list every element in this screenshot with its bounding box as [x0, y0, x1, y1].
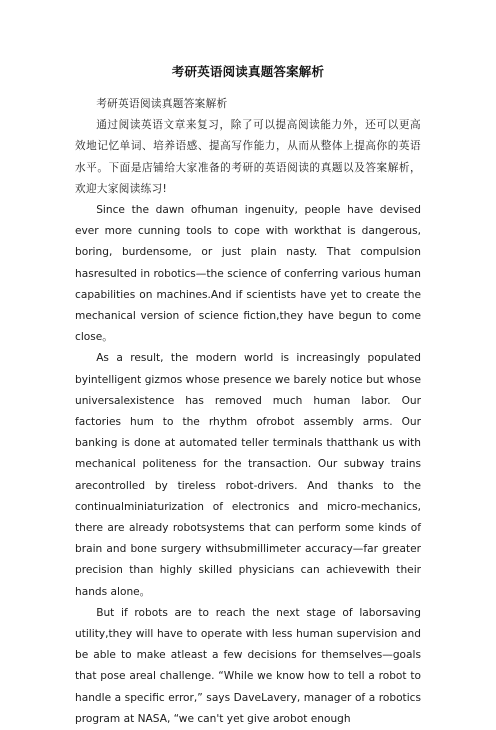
document-body: [75, 94, 421, 730]
paragraph-2: As a result, the modern world is increasingly populated byintelligent gizmos whose presence we barely notice but whose universalexistence has removed much human labor. Our factories hum to the rhythm ofrobot assembly arms. Our banking is done at automated teller terminals thatthank us with mechanical politeness for the transaction. Our subway trains arecontrolled by tireless robot-drivers. And thanks to the continualminiaturization of electronics and micro-mechanics, there are already robotsystems that can perform some kinds of brain and bone surgery withsubmillimeter accuracy—far greater precision than highly skilled physicians can achievewith their hands alone。: [75, 352, 421, 598]
paragraph-subtitle: 考研英语阅读真题答案解析: [96, 98, 228, 110]
document-title: 考研英语阅读真题答案解析: [171, 64, 325, 79]
paragraph-3: But if robots are to reach the next stage of laborsaving utility,they will have to operate with less human supervision and be able to make atleast a few decisions for themselves—goals that pose areal challenge. “While we know how to tell a robot to handle a specific error,” says DaveLavery, manager of a robotics program at NASA, “we can't yet give arobot enough: [75, 606, 421, 725]
paragraph-intro: 通过阅读英语文章来复习，除了可以提高阅读能力外，还可以更高效地记忆单词、培养语感、提高写作能力，从而从整体上提高你的英语水平。下面是店铺给大家准备的考研的英语阅读的真题以及答案解析，欢迎大家阅读练习!: [75, 119, 421, 195]
paragraph-1: Since the dawn ofhuman ingenuity, people have devised ever more cunning tools to cope with workthat is dangerous, boring, burdensome, or just plain nasty. That compulsion hasresulted in robotics—the science of conferring various human capabilities on machines.And if scientists have yet to create the mechanical version of science fiction,they have begun to come close。: [75, 204, 421, 344]
